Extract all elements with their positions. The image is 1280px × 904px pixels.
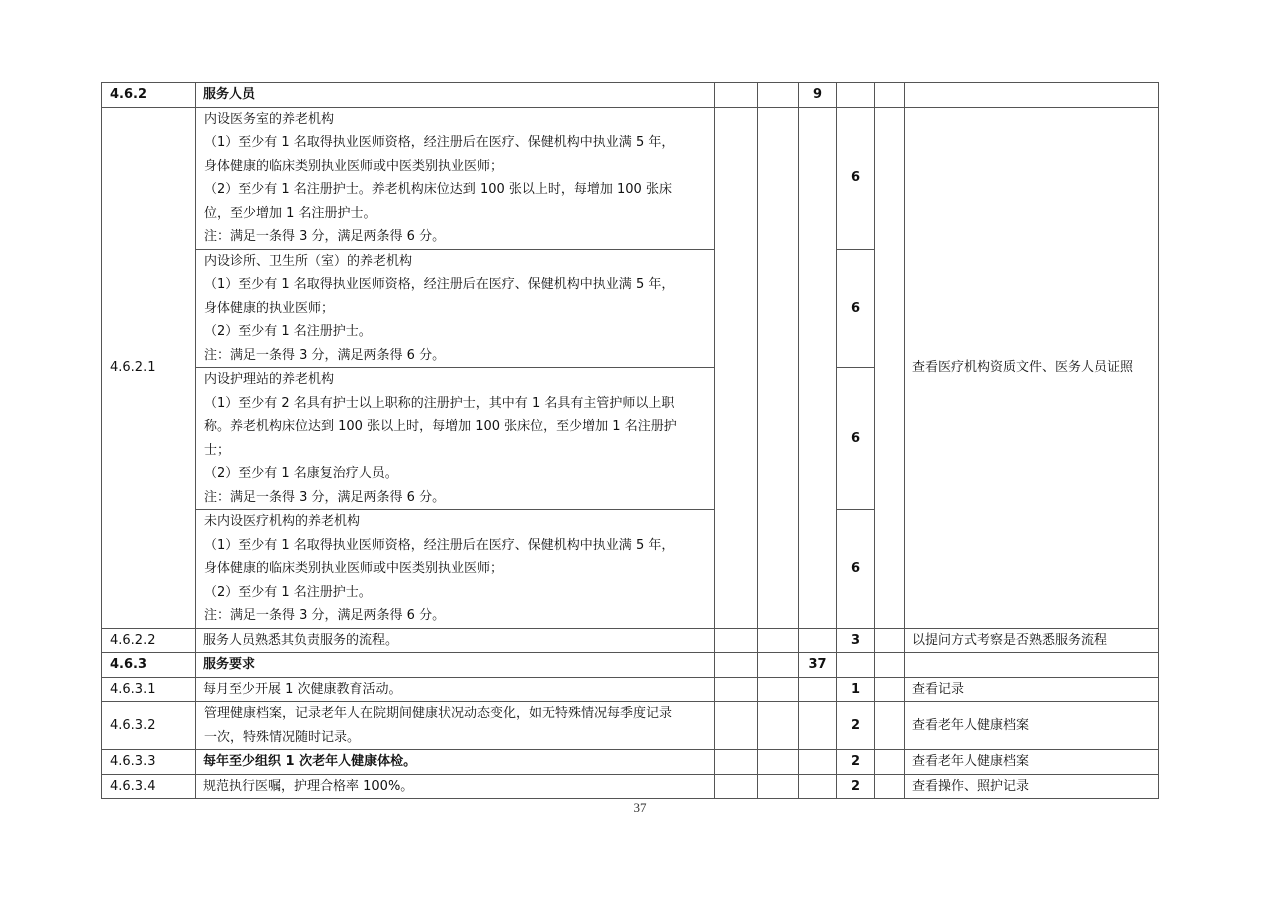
item-score: 6 (837, 249, 875, 368)
item-code: 4.6.2.1 (102, 107, 196, 628)
table-row (102, 653, 1159, 678)
item-title: 服务要求 (196, 653, 715, 678)
table-row (102, 677, 1159, 702)
evaluation-method: 查看记录 (905, 677, 1159, 702)
item-score: 3 (837, 628, 875, 653)
evaluation-table (101, 82, 1159, 799)
evaluation-method: 查看老年人健康档案 (905, 750, 1159, 775)
table-row (102, 628, 1159, 653)
item-score: 2 (837, 702, 875, 750)
item-code: 4.6.3 (102, 653, 196, 678)
criteria-text: 内设诊所、卫生所（室）的养老机构 （1）至少有 1 名取得执业医师资格，经注册后在医疗、保健机构中执业满 5 年， 身体健康的执业医师； （2）至少有 1 名注册护士。 注：满足一条得 3 分，满足两条得 6 分。 (196, 249, 715, 368)
item-code: 4.6.2 (102, 83, 196, 108)
table-row (102, 83, 1159, 108)
item-score: 2 (837, 750, 875, 775)
section-score: 37 (799, 653, 837, 678)
item-score: 6 (837, 510, 875, 629)
table-row (102, 750, 1159, 775)
item-code: 4.6.3.4 (102, 774, 196, 799)
evaluation-method: 查看老年人健康档案 (905, 702, 1159, 750)
item-code: 4.6.3.1 (102, 677, 196, 702)
criteria-text: 规范执行医嘱，护理合格率 100%。 (196, 774, 715, 799)
table-row (102, 774, 1159, 799)
page-number: 37 (633, 800, 647, 815)
table-row (102, 107, 1159, 249)
criteria-text: 内设医务室的养老机构 （1）至少有 1 名取得执业医师资格，经注册后在医疗、保健机构中执业满 5 年， 身体健康的临床类别执业医师或中医类别执业医师； （2）至少有 1 名注册护士。养老机构床位达到 100 张以上时，每增加 100 张床 位，至少增加 1 名注册护士。 注：满足一条得 3 分，满足两条得 6 分。 (196, 107, 715, 249)
item-score: 6 (837, 368, 875, 510)
table-row (102, 702, 1159, 750)
evaluation-method: 查看操作、照护记录 (905, 774, 1159, 799)
criteria-text: 每月至少开展 1 次健康教育活动。 (196, 677, 715, 702)
item-score: 1 (837, 677, 875, 702)
criteria-text: 每年至少组织 1 次老年人健康体检。 (196, 750, 715, 775)
evaluation-method: 查看医疗机构资质文件、医务人员证照 (905, 107, 1159, 628)
item-code: 4.6.2.2 (102, 628, 196, 653)
item-title: 服务人员 (196, 83, 715, 108)
item-score: 6 (837, 107, 875, 249)
criteria-text: 未内设医疗机构的养老机构 （1）至少有 1 名取得执业医师资格，经注册后在医疗、保健机构中执业满 5 年， 身体健康的临床类别执业医师或中医类别执业医师； （2）至少有 1 名注册护士。 注：满足一条得 3 分，满足两条得 6 分。 (196, 510, 715, 629)
section-score: 9 (799, 83, 837, 108)
item-code: 4.6.3.2 (102, 702, 196, 750)
criteria-text: 管理健康档案，记录老年人在院期间健康状况动态变化，如无特殊情况每季度记录 一次，特殊情况随时记录。 (196, 702, 715, 750)
item-score: 2 (837, 774, 875, 799)
item-code: 4.6.3.3 (102, 750, 196, 775)
criteria-text: 服务人员熟悉其负责服务的流程。 (196, 628, 715, 653)
evaluation-method: 以提问方式考察是否熟悉服务流程 (905, 628, 1159, 653)
criteria-text: 内设护理站的养老机构 （1）至少有 2 名具有护士以上职称的注册护士，其中有 1 名具有主管护师以上职 称。养老机构床位达到 100 张以上时，每增加 100 张床位，至少增加 1 名注册护 士； （2）至少有 1 名康复治疗人员。 注：满足一条得 3 分，满足两条得 6 分。 (196, 368, 715, 510)
